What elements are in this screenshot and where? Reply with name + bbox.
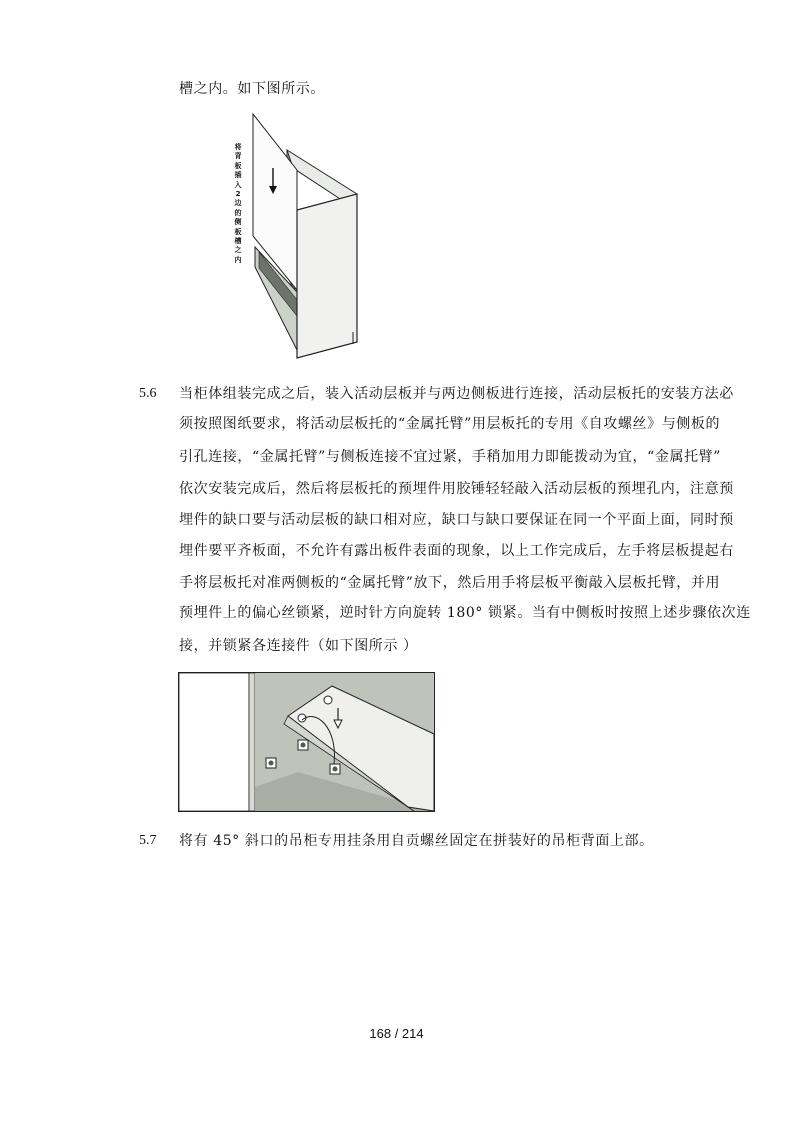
intro-line: 槽之内。如下图所示。 — [179, 81, 325, 97]
figure2-shelf-illustration — [178, 672, 435, 812]
section-5-6-line-6: 埋件要平齐板面，不允许有露出板件表面的现象，以上工作完成后，左手将层板提起右 — [179, 543, 734, 559]
section-5-6-line-7: 手将层板托对准两侧板的“金属托臂”放下，然后用手将层板平衡敲入层板托臂，并用 — [179, 575, 721, 591]
page-number: 168 / 214 — [369, 1026, 424, 1041]
figure1-annotation: 将背板插入2边的侧板槽之内 — [234, 143, 242, 264]
section-5-6-line-3: 引孔连接，“金属托臂”与侧板连接不宜过紧，手稍加用力即能拨动为宜，“金属托臂” — [179, 449, 722, 465]
section-5-6-line-2: 须按照图纸要求，将活动层板托的“金属托臂”用层板托的专用《自攻螺丝》与侧板的 — [179, 416, 721, 432]
section-5-7-text: 将有 45° 斜口的吊柜专用挂条用自贡螺丝固定在拼装好的吊柜背面上部。 — [179, 833, 654, 849]
section-5-6-line-5: 埋件的缺口要与活动层板的缺口相对应，缺口与缺口要保证在同一个平面上面，同时预 — [179, 512, 734, 528]
section-5-6-line-8: 预埋件上的偏心丝锁紧，逆时针方向旋转 180° 锁紧。当有中侧板时按照上述步骤依次连 — [179, 605, 751, 621]
figure1-cabinet-illustration — [245, 112, 395, 362]
section-5-6-line-1: 当柜体组装完成之后，装入活动层板并与两边侧板进行连接，活动层板托的安装方法必 — [179, 386, 734, 402]
section-5-7-number: 5.7 — [139, 833, 157, 848]
section-5-6-number: 5.6 — [139, 386, 157, 401]
section-5-6-line-9: 接，并锁紧各连接件（如下图所示 ） — [179, 638, 418, 654]
section-5-6-line-4: 依次安装完成后，然后将层板托的预埋件用胶锤轻轻敲入活动层板的预埋孔内，注意预 — [179, 481, 734, 497]
